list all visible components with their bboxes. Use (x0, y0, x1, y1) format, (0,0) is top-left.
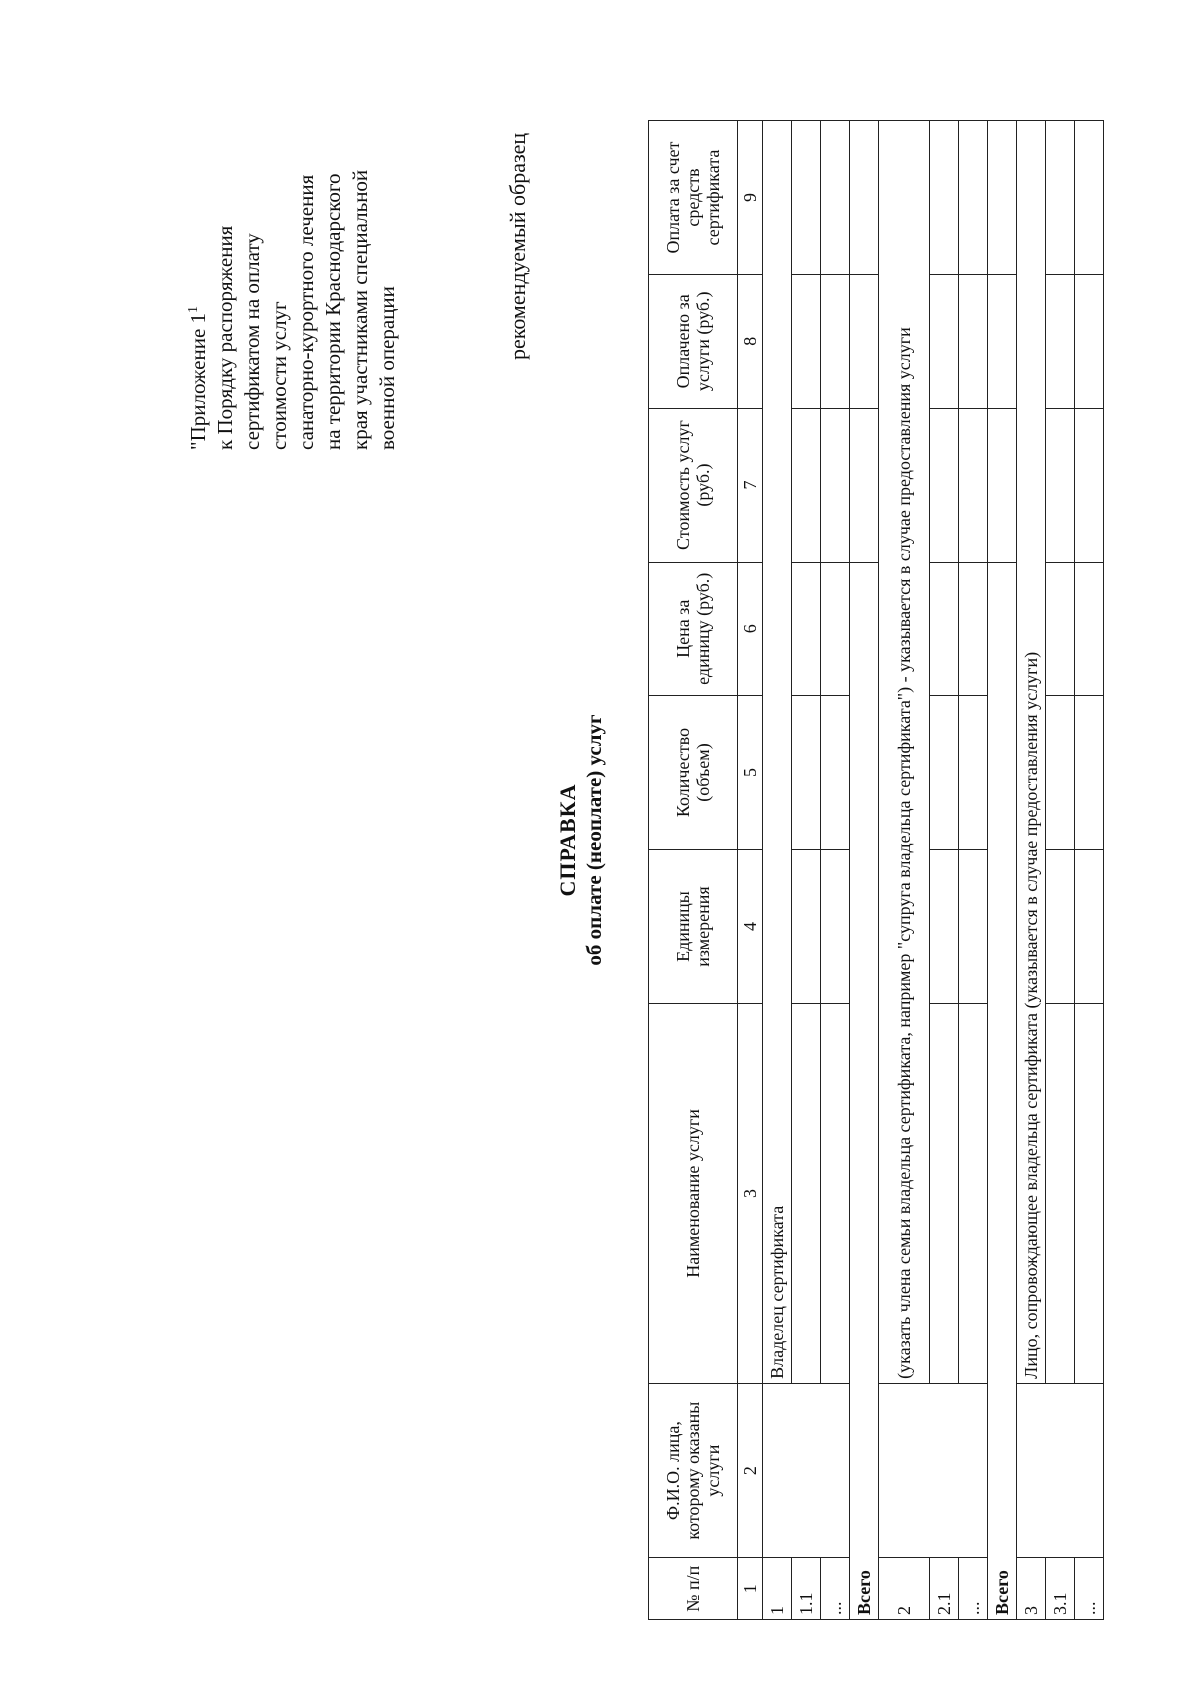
column-number: 3 (738, 1004, 763, 1384)
table-cell[interactable] (1075, 562, 1104, 695)
column-number: 2 (738, 1383, 763, 1558)
person-name-cell[interactable] (879, 1383, 988, 1558)
total-cell[interactable] (850, 121, 879, 275)
table-row (879, 121, 930, 1620)
column-number: 5 (738, 696, 763, 850)
row-number: 2.1 (930, 1558, 959, 1620)
appendix-line-2: к Порядку распоряжения (213, 225, 237, 450)
header-cell: Количество (объем) (649, 696, 738, 850)
header-cell: Оплата за счет средств сертификата (649, 121, 738, 275)
table-cell[interactable] (930, 275, 959, 408)
column-numbers-row (738, 121, 763, 1620)
section-label: Лицо, сопровождающее владельца сертификата (указывается в случае предоставления услуги) (1017, 121, 1046, 1384)
table-cell[interactable] (959, 121, 988, 275)
header-cell: Наименование услуги (649, 1004, 738, 1384)
table-cell[interactable] (1075, 121, 1104, 275)
header-cell: Стоимость услуг (руб.) (649, 408, 738, 562)
header-cell: Единицы измерения (649, 850, 738, 1004)
table-cell[interactable] (1046, 696, 1075, 850)
table-cell[interactable] (1046, 121, 1075, 275)
table-cell[interactable] (930, 562, 959, 695)
row-number: ... (1075, 1558, 1104, 1620)
total-cell[interactable] (988, 408, 1017, 562)
appendix-block (180, 30, 401, 450)
row-number: ... (821, 1558, 850, 1620)
table-cell[interactable] (930, 121, 959, 275)
table-cell[interactable] (1046, 850, 1075, 1004)
title-main: СПРАВКА (555, 783, 580, 897)
total-label: Всего (988, 562, 1017, 1619)
appendix-superscript: 1 (186, 305, 201, 313)
table-cell[interactable] (821, 275, 850, 408)
section-label: Владелец сертификата (763, 121, 792, 1384)
table-cell[interactable] (930, 408, 959, 562)
column-number: 6 (738, 562, 763, 695)
table-cell[interactable] (792, 275, 821, 408)
total-row (850, 121, 879, 1620)
table-row (763, 121, 792, 1620)
table-cell[interactable] (792, 408, 821, 562)
appendix-line-8: военной операции (375, 286, 399, 450)
table-cell[interactable] (930, 850, 959, 1004)
table-cell[interactable] (959, 408, 988, 562)
table-cell[interactable] (792, 562, 821, 695)
table-cell[interactable] (1046, 275, 1075, 408)
row-number: 1 (763, 1558, 792, 1620)
table-cell[interactable] (959, 696, 988, 850)
person-name-cell[interactable] (763, 1383, 850, 1558)
header-cell: Ф.И.О. лица, которому оказаны услуги (649, 1383, 738, 1558)
table-header-row (649, 121, 738, 1620)
table-cell[interactable] (821, 121, 850, 275)
column-number: 9 (738, 121, 763, 275)
table-cell[interactable] (821, 850, 850, 1004)
table-cell[interactable] (792, 121, 821, 275)
table-cell[interactable] (821, 696, 850, 850)
table-cell[interactable] (1046, 562, 1075, 695)
table-cell[interactable] (792, 1004, 821, 1384)
table-cell[interactable] (792, 696, 821, 850)
column-number: 1 (738, 1558, 763, 1620)
table-cell[interactable] (792, 850, 821, 1004)
total-cell[interactable] (988, 121, 1017, 275)
table-cell[interactable] (821, 562, 850, 695)
table-cell[interactable] (1075, 1004, 1104, 1384)
total-row (988, 121, 1017, 1620)
total-label: Всего (850, 562, 879, 1619)
total-cell[interactable] (988, 275, 1017, 408)
header-cell: Цена за единицу (руб.) (649, 562, 738, 695)
row-number: 1.1 (792, 1558, 821, 1620)
row-number: 2 (879, 1558, 930, 1620)
table-cell[interactable] (1075, 850, 1104, 1004)
person-name-cell[interactable] (1017, 1383, 1104, 1558)
column-number: 4 (738, 850, 763, 1004)
sample-note: рекомендуемый образец (505, 132, 530, 360)
appendix-line-5: санаторно-курортного лечения (294, 174, 318, 450)
document-title (555, 490, 607, 1190)
section-label: (указать члена семьи владельца сертификата, например "супруга владельца сертификата") - указывается в случае предоставления услуги (879, 121, 930, 1384)
table-cell[interactable] (821, 408, 850, 562)
column-number: 7 (738, 408, 763, 562)
total-cell[interactable] (850, 408, 879, 562)
header-cell: Оплачено за услуги (руб.) (649, 275, 738, 408)
table-cell[interactable] (1075, 275, 1104, 408)
appendix-line-6: на территории Краснодарского (321, 173, 345, 450)
header-cell: № п/п (649, 1558, 738, 1620)
appendix-line-7: края участниками специальной (348, 169, 372, 450)
table-row (1017, 121, 1046, 1620)
table-cell[interactable] (1046, 408, 1075, 562)
table-cell[interactable] (1075, 408, 1104, 562)
table-cell[interactable] (1075, 696, 1104, 850)
table-cell[interactable] (959, 850, 988, 1004)
table-cell[interactable] (930, 1004, 959, 1384)
total-cell[interactable] (850, 275, 879, 408)
table-cell[interactable] (959, 275, 988, 408)
row-number: ... (959, 1558, 988, 1620)
appendix-line-1: "Приложение $1^1$ (186, 305, 210, 450)
row-number: 3.1 (1046, 1558, 1075, 1620)
services-table (648, 120, 1104, 1620)
row-number: 3 (1017, 1558, 1046, 1620)
column-number: 8 (738, 275, 763, 408)
table-cell[interactable] (821, 1004, 850, 1384)
table-cell[interactable] (959, 562, 988, 695)
appendix-line-4: стоимости услуг (267, 301, 291, 450)
table-cell[interactable] (930, 696, 959, 850)
title-sub: об оплате (неоплате) услуг (582, 714, 606, 966)
appendix-line-3: сертификатом на оплату (240, 233, 264, 450)
table-cell[interactable] (1046, 1004, 1075, 1384)
table-cell[interactable] (959, 1004, 988, 1384)
